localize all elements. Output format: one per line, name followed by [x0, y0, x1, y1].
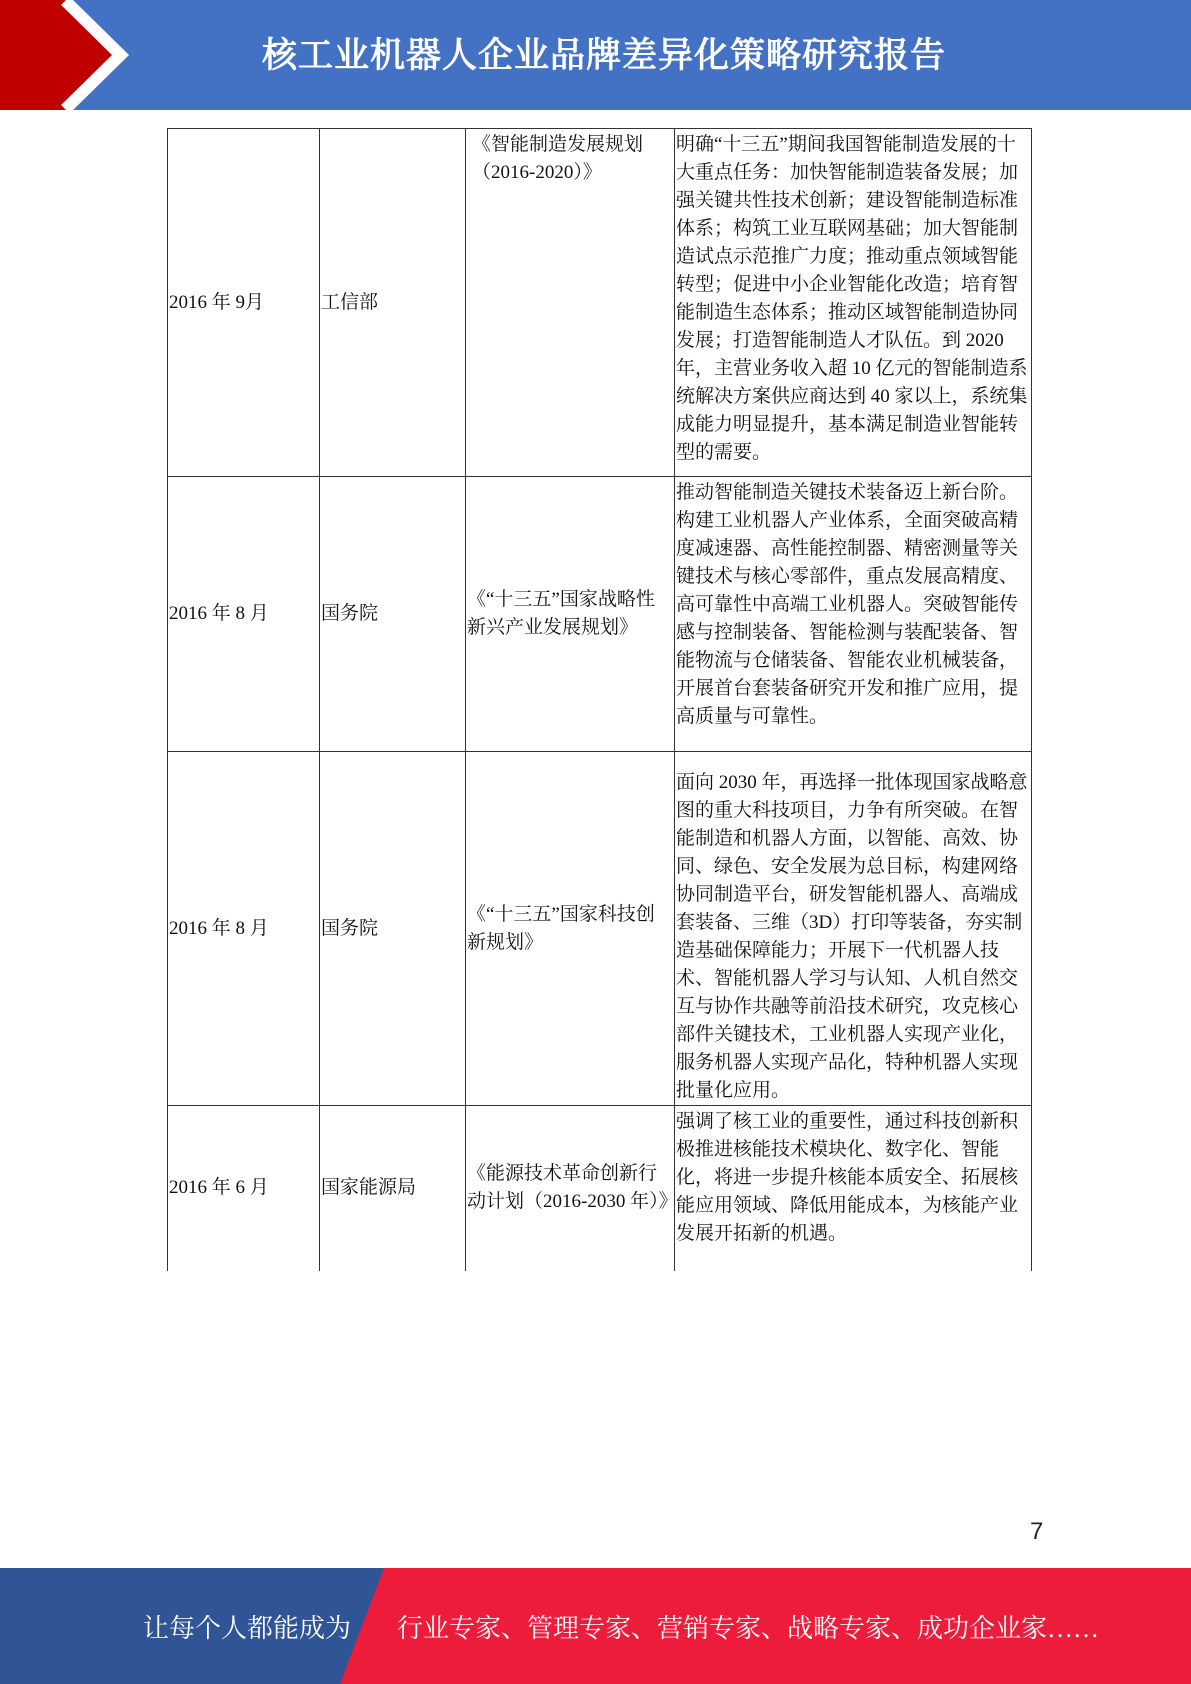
document-text: 《“十三五”国家战略性新兴产业发展规划》	[467, 589, 655, 638]
table-row	[168, 1106, 1032, 1271]
footer-slogan-right: 行业专家、管理专家、营销专家、战略专家、成功企业家……	[397, 1614, 1100, 1643]
table-row	[168, 752, 1032, 1106]
date-text: 2016 年 6 月	[169, 1177, 269, 1199]
content-text: 明确“十三五”期间我国智能制造发展的十大重点任务：加快智能制造装备发展；加强关键共性技术创新；建设智能制造标准体系；构筑工业互联网基础；加大智能制造试点示范推广力度；推动重点领域智能转型；促进中小企业智能化改造；培育智能制造生态体系；推动区域智能制造协同发展；打造智能制造人才队伍。到 2020 年，主营业务收入超 10 亿元的智能制造系统解决方案供应商达到 40 家以上，系统集成能力明显提升，基本满足制造业智能转型的需要。	[676, 134, 1028, 463]
content-text: 面向 2030 年，再选择一批体现国家战略意图的重大科技项目，力争有所突破。在智能制造和机器人方面，以智能、高效、协同、绿色、安全发展为总目标，构建网络协同制造平台，研发智能机器人、高端成套装备、三维（3D）打印等装备，夯实制造基础保障能力；开展下一代机器人技术、智能机器人学习与认知、人机自然交互与协作共融等前沿技术研究，攻克核心部件关键技术，工业机器人实现产业化，服务机器人实现产品化，特种机器人实现批量化应用。	[676, 772, 1028, 1101]
document-cell	[466, 1106, 678, 1271]
date-text: 2016 年 9月	[169, 291, 265, 313]
organization-text: 国家能源局	[321, 1177, 417, 1199]
organization-cell	[320, 752, 466, 1106]
table-row	[168, 129, 1032, 477]
content-cell	[675, 752, 1032, 1106]
table-row	[168, 477, 1032, 752]
organization-cell	[320, 1106, 466, 1271]
document-cell	[466, 752, 675, 1106]
content-text: 强调了核工业的重要性，通过科技创新积极推进核能技术模块化、数字化、智能化，将进一步提升核能本质安全、拓展核能应用领域、降低用能成本，为核能产业发展开拓新的机遇。	[676, 1111, 1019, 1244]
page-number: 7	[1030, 1518, 1044, 1545]
date-cell	[168, 477, 320, 752]
document-text: 《智能制造发展规划（2016-2020）》	[472, 134, 644, 183]
page-header	[0, 0, 1191, 110]
document-cell	[466, 129, 675, 477]
date-cell	[168, 752, 320, 1106]
document-text: 《“十三五”国家科技创新规划》	[467, 903, 655, 953]
date-cell	[168, 1106, 320, 1271]
date-text: 2016 年 8 月	[169, 603, 269, 624]
policy-table	[167, 128, 1032, 1271]
document-cell	[466, 477, 675, 752]
organization-cell	[320, 129, 466, 477]
date-cell	[168, 129, 320, 477]
page-footer	[0, 1568, 1191, 1684]
organization-text: 国务院	[321, 917, 379, 939]
content-cell	[675, 477, 1032, 752]
organization-text: 国务院	[321, 603, 379, 624]
date-text: 2016 年 8 月	[169, 917, 269, 939]
content-cell	[675, 1106, 1032, 1271]
content-cell	[675, 129, 1032, 477]
document-text: 《能源技术革命创新行动计划（2016-2030 年）》	[467, 1163, 678, 1213]
header-chevron-decoration	[0, 0, 170, 110]
organization-text: 工信部	[321, 291, 379, 313]
organization-cell	[320, 477, 466, 752]
report-title: 核工业机器人企业品牌差异化策略研究报告	[262, 36, 947, 76]
content-text: 推动智能制造关键技术装备迈上新台阶。构建工业机器人产业体系，全面突破高精度减速器、高性能控制器、精密测量等关键技术与核心零部件，重点发展高精度、高可靠性中高端工业机器人。突破智能传感与控制装备、智能检测与装配装备、智能物流与仓储装备、智能农业机械装备，开展首台套装备研究开发和推广应用，提高质量与可靠性。	[676, 482, 1019, 727]
footer-slogan-left: 让每个人都能成为	[143, 1614, 352, 1643]
